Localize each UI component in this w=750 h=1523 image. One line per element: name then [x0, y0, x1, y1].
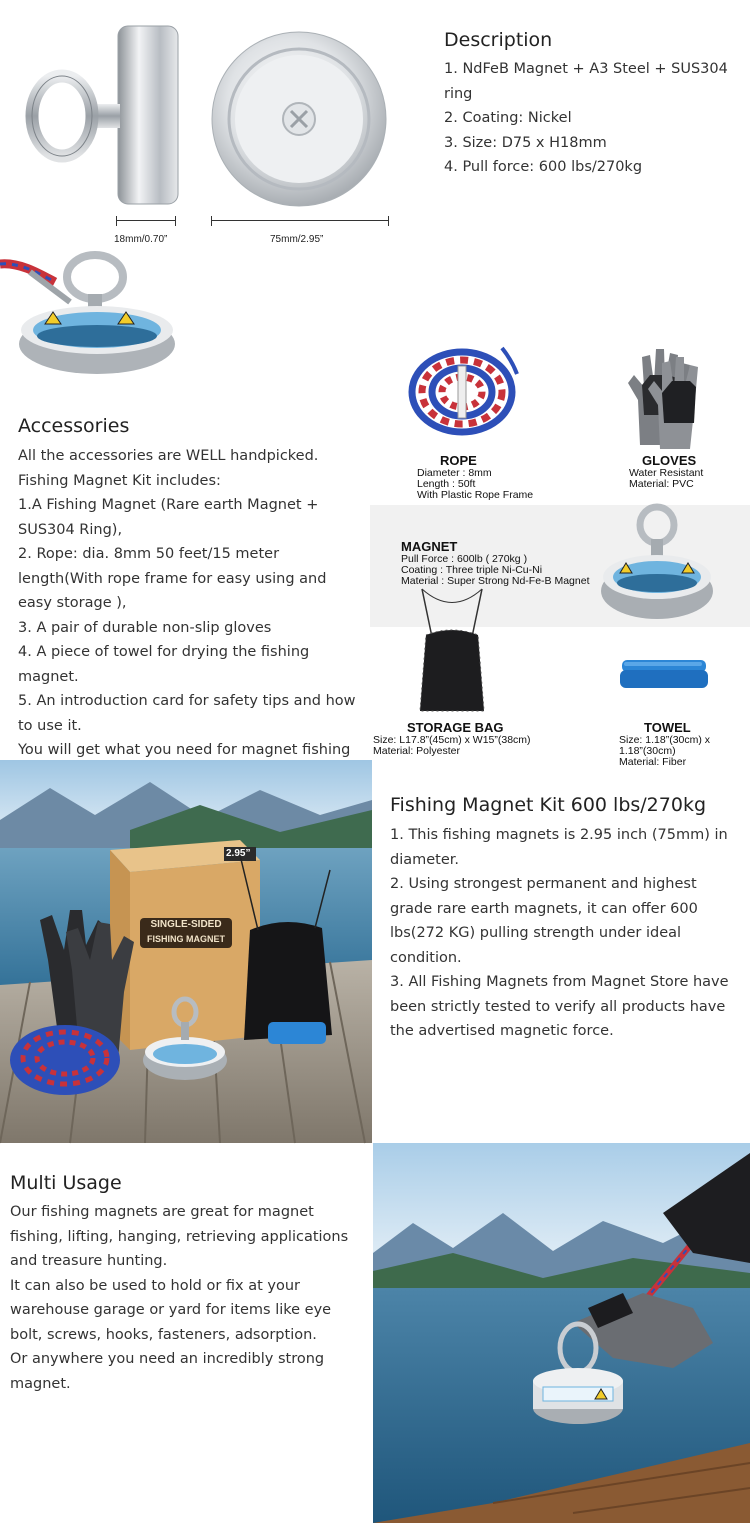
description-item: 4. Pull force: 600 lbs/270kg: [444, 159, 643, 175]
rope-image: [402, 340, 522, 445]
accessories-line: Fishing Magnet Kit includes:: [18, 472, 221, 489]
magnet-side-view-image: [20, 18, 190, 218]
accessories-section: [0, 340, 750, 768]
storage-bag-image: [412, 587, 492, 712]
description-item: 2. Coating: Nickel: [444, 110, 572, 126]
gloves-image: [620, 345, 710, 450]
rope-title: ROPE: [440, 453, 477, 468]
rope-detail: With Plastic Rope Frame: [417, 489, 534, 501]
accessories-line: 1.A Fishing Magnet (Rare earth Magnet + SUS304 Ring),: [18, 497, 319, 538]
accessories-line: 3. A pair of durable non-slip gloves: [18, 619, 272, 636]
kit-line: 2. Using strongest permanent and highest grade rare earth magnets, it can offer 600 lbs(272 KG) pulling strength under ideal condition.: [390, 876, 698, 966]
rope-detail: Length : 50ft: [417, 478, 476, 490]
kit-scene-photo: [0, 760, 372, 1143]
height-dimension-label: 18mm/0.70”: [114, 234, 168, 245]
gloves-title: GLOVES: [642, 453, 697, 468]
magnet-image: [598, 505, 716, 623]
multi-usage-line: It can also be used to hold or fix at your warehouse garage or yard for items like eye bolt, screws, hooks, fasteners, adsorption.: [10, 1277, 332, 1343]
accessories-text: [18, 444, 358, 787]
description-item: 1. NdFeB Magnet + A3 Steel + SUS304 ring: [444, 61, 728, 102]
accessories-heading: Accessories: [18, 415, 130, 437]
magnet-detail: Material : Super Strong Nd-Fe-B Magnet: [401, 575, 590, 587]
towel-detail: Material: Fiber: [619, 756, 687, 768]
kit-line: 3. All Fishing Magnets from Magnet Store have been strictly tested to verify all products have the advertised magnetic force.: [390, 974, 729, 1039]
rope-caption: [417, 453, 557, 501]
multi-usage-heading: Multi Usage: [10, 1172, 122, 1194]
accessories-line: All the accessories are WELL handpicked.: [18, 448, 319, 464]
multi-usage-section: [0, 1143, 750, 1523]
description-item: 3. Size: D75 x H18mm: [444, 134, 607, 151]
multi-usage-text: [10, 1200, 365, 1396]
multi-usage-line: Our fishing magnets are great for magnet fishing, lifting, hanging, retrieving applications and treasure hunting.: [10, 1204, 349, 1269]
magnet-front-view-image: [210, 30, 388, 208]
storage-bag-detail: Material: Polyester: [373, 745, 460, 757]
box-label-line: SINGLE-SIDED: [150, 919, 222, 930]
box-size-label: 2.95”: [226, 848, 251, 859]
accessories-line: 5. An introduction card for safety tips and how to use it.: [18, 693, 356, 734]
towel-detail: Size: 1.18”(30cm) x 1.18”(30cm): [619, 734, 711, 757]
storage-bag-caption: [373, 720, 553, 757]
magnet-title: MAGNET: [401, 539, 458, 554]
height-dimension-line: [116, 216, 176, 226]
storage-bag-detail: Size: L17.8”(45cm) x W15”(38cm): [373, 734, 531, 746]
accessories-line: 4. A piece of towel for drying the fishing magnet.: [18, 644, 310, 685]
storage-bag-title: STORAGE BAG: [407, 720, 504, 735]
towel-image: [618, 656, 710, 692]
magnet-detail: Pull Force : 600lb ( 270kg ): [401, 553, 528, 565]
diameter-dimension-line: [211, 216, 389, 226]
gloves-caption: [629, 453, 749, 490]
lake-usage-photo: [373, 1143, 750, 1523]
kit-text: [390, 823, 735, 1044]
gloves-detail: Material: PVC: [629, 478, 694, 490]
gloves-detail: Water Resistant: [629, 467, 704, 479]
box-label-line: FISHING MAGNET: [147, 934, 225, 944]
kit-items-panel: [370, 340, 750, 768]
description-heading: Description: [444, 29, 553, 51]
description-section: [0, 0, 750, 390]
box-label: [140, 918, 232, 946]
rope-detail: Diameter : 8mm: [417, 467, 492, 479]
diameter-dimension-label: 75mm/2.95”: [270, 234, 324, 245]
accessories-line: 2. Rope: dia. 8mm 50 feet/15 meter length(With rope frame for easy using and easy storage ),: [18, 546, 327, 611]
kit-heading: Fishing Magnet Kit 600 lbs/270kg: [390, 794, 707, 816]
multi-usage-line: Or anywhere you need an incredibly strong magnet.: [10, 1351, 325, 1392]
description-list: [444, 57, 744, 180]
magnet-detail: Coating : Three triple Ni-Cu-Ni: [401, 564, 543, 576]
towel-title: TOWEL: [644, 720, 691, 735]
magnet-caption: [401, 539, 631, 587]
kit-section: [0, 760, 750, 1143]
kit-line: 1. This fishing magnets is 2.95 inch (75mm) in diameter.: [390, 827, 728, 868]
accessories-line: You will get what you need for magnet fishing: [18, 742, 351, 758]
